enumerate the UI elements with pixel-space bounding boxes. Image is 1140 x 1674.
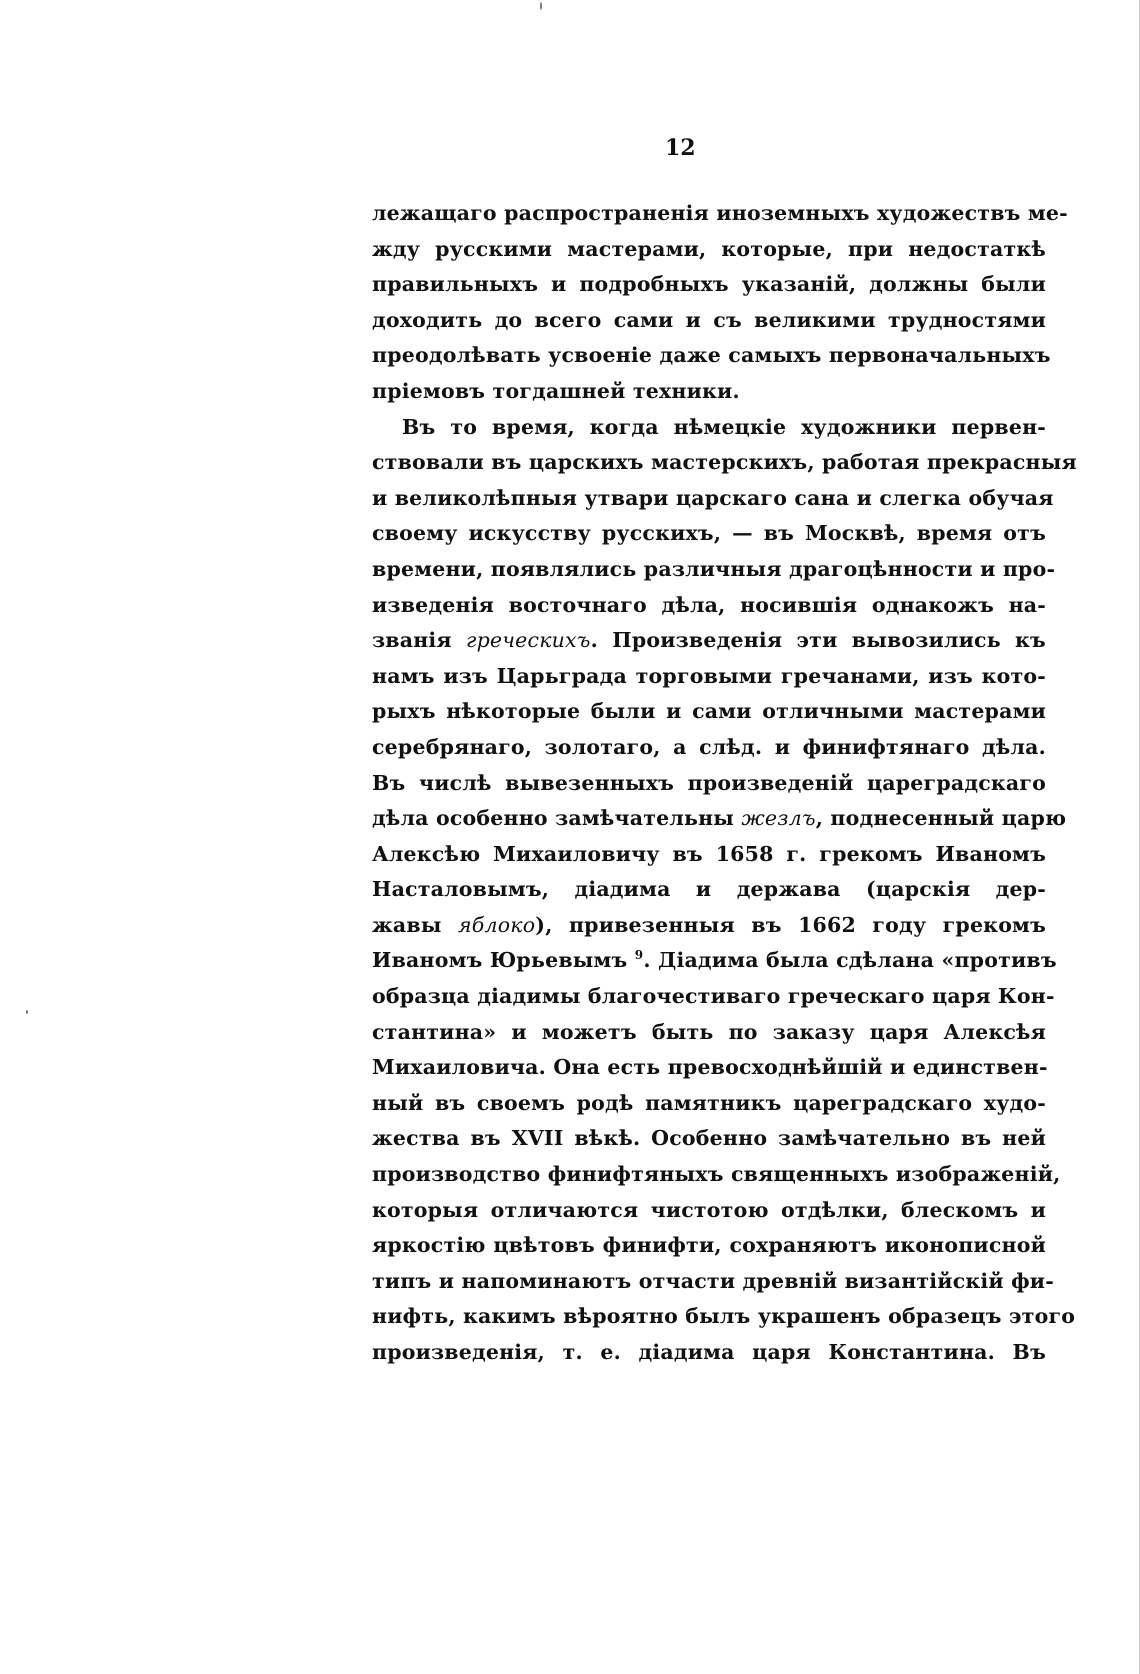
text-line [372, 943, 1057, 979]
text-line: и великолѣпныя утвари царскаго сана и слегка обучая [372, 485, 1054, 510]
italic-term: греческихъ [466, 628, 591, 653]
text-run: жавы [372, 912, 459, 937]
text-line: образца діадимы благочестиваго греческаго царя Кон- [372, 984, 1055, 1009]
text-run: , поднесенный царю [815, 806, 1067, 831]
text-run: Иваномъ Юрьевымъ [372, 948, 628, 973]
text-line: стантина» и можетъ быть по заказу царя Алексѣя [372, 1019, 1046, 1044]
text-line: своему искусству русскихъ, — въ Москвѣ, время отъ [372, 521, 1046, 546]
text-line: лежащаго распространенія иноземныхъ художествъ ме- [372, 201, 1068, 225]
text-line: серебрянаго, золотаго, а слѣд. и финифтянаго дѣла. [372, 734, 1046, 759]
text-run: дѣла особенно замѣчательны [372, 806, 742, 831]
text-line: Алексѣю Михаиловичу въ 1658 г. грекомъ Иваномъ [372, 841, 1046, 866]
italic-term: яблоко [458, 912, 536, 937]
text-line: типъ и напоминаютъ отчасти древній византійскій фи- [372, 1268, 1054, 1293]
text-line: рыхъ нѣкоторые были и сами отличными мастерами [372, 699, 1046, 724]
text-run: званія [372, 628, 467, 653]
text-line: Михаиловича. Она есть превосходнѣйшій и единствен- [372, 1055, 1048, 1080]
scan-speck [26, 1010, 28, 1014]
italic-term: жезлъ [741, 806, 816, 831]
text-run: ), привезенныя въ 1662 году грекомъ [535, 912, 1046, 937]
text-line: времени, появлялись различныя драгоцѣнности и про- [372, 556, 1056, 581]
text-line: преодолѣвать усвоеніе даже самыхъ первоначальныхъ [372, 343, 1051, 368]
text-line: пріемовъ тогдашней техники. [372, 378, 740, 403]
text-run: . Діадима была сдѣлана «противъ [643, 948, 1057, 973]
text-line: жду русскими мастерами, которые, при недостаткѣ [372, 236, 1046, 261]
text-line: яркостію цвѣтовъ финифти, сохраняютъ иконописной [372, 1233, 1046, 1258]
page-number: 12 [665, 135, 696, 161]
text-line: доходить до всего сами и съ великими трудностями [372, 307, 1046, 332]
text-line: изведенія восточнаго дѣла, носившія однакожъ на- [372, 592, 1046, 617]
scan-speck [540, 2, 542, 10]
text-line [372, 623, 1046, 659]
text-line: ствовали въ царскихъ мастерскихъ, работая прекрасныя [372, 450, 1077, 475]
text-line: нифть, какимъ вѣроятно былъ украшенъ образецъ этого [372, 1304, 1076, 1329]
body-text [372, 196, 1077, 1371]
text-line: правильныхъ и подробныхъ указаній, должны были [372, 272, 1046, 297]
text-line [372, 908, 1046, 944]
text-line: намъ изъ Царьграда торговыми гречанами, изъ кото- [372, 663, 1046, 688]
footnote-marker: 9 [634, 948, 644, 963]
text-line: которыя отличаются чистотою отдѣлки, блескомъ и [372, 1197, 1046, 1222]
text-line: жества въ XVII вѣкѣ. Особенно замѣчательно въ ней [372, 1126, 1046, 1151]
text-run: . Произведенія эти вывозились къ [590, 628, 1046, 653]
text-line [372, 801, 1067, 837]
text-line: Въ числѣ вывезенныхъ произведеній цареградскаго [372, 770, 1046, 795]
text-line: произведенія, т. е. діадима царя Константина. Въ [372, 1340, 1046, 1364]
text-line: Въ то время, когда нѣмецкіе художники первен- [402, 414, 1046, 439]
text-line: ный въ своемъ родѣ памятникъ цареградскаго худо- [372, 1090, 1046, 1115]
text-line: Насталовымъ, діадима и держава (царскія дер- [372, 877, 1046, 902]
text-line: производство финифтяныхъ священныхъ изображеній, [372, 1162, 1061, 1187]
